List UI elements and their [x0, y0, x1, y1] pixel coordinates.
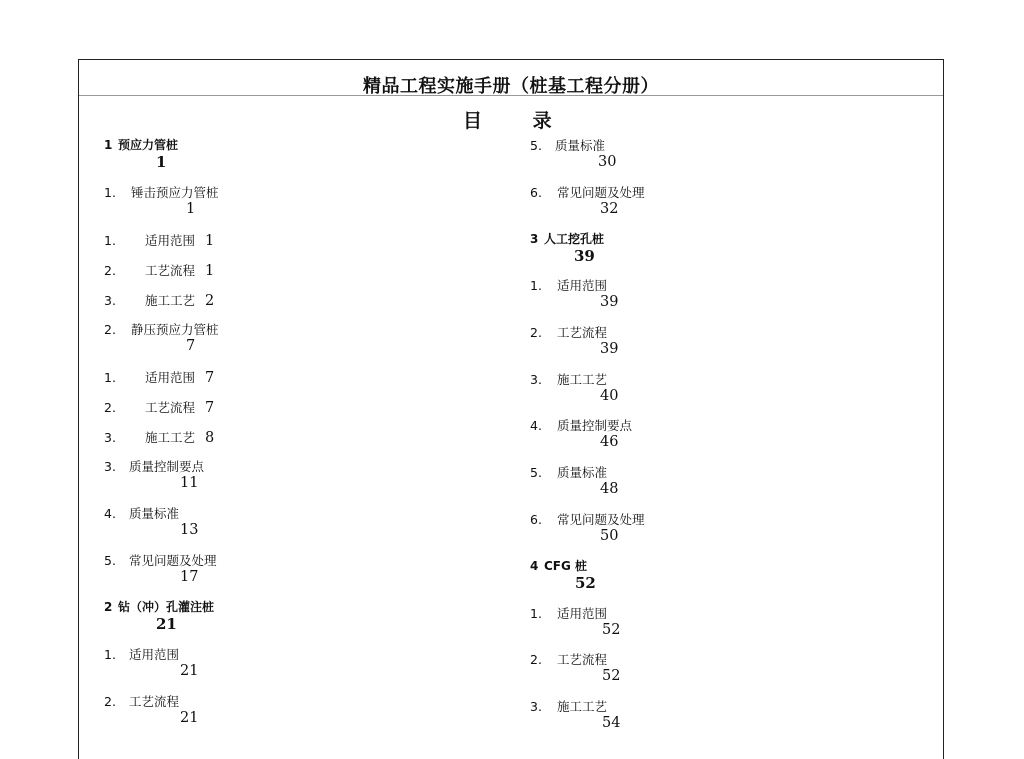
toc-entry[interactable] [104, 262, 214, 280]
toc-entry[interactable] [104, 369, 214, 387]
toc-entry-number: 2. [104, 694, 116, 709]
toc-entry-title: 施工工艺 [557, 372, 608, 387]
toc-entry-number: 1. [530, 606, 542, 621]
toc-entry-number: 1. [104, 233, 116, 248]
toc-entry-number: 6. [530, 512, 542, 527]
toc-page-number: 11 [180, 475, 199, 491]
toc-entry[interactable] [104, 429, 214, 447]
toc-page-number: 17 [180, 569, 199, 585]
toc-entry-title: 质量控制要点 [557, 418, 633, 433]
toc-chapter-heading[interactable] [530, 231, 605, 265]
toc-entry-number: 3. [104, 293, 116, 308]
toc-entry-number: 1 [104, 138, 113, 152]
toc-entry-number: 4 [530, 559, 539, 573]
toc-chapter-heading[interactable] [530, 558, 596, 592]
toc-entry-number: 3. [104, 430, 116, 445]
toc-page-number: 54 [602, 715, 621, 731]
toc-page-number: 7 [205, 400, 215, 416]
toc-entry-title: 质量标准 [129, 506, 180, 521]
toc-entry-number: 6. [530, 185, 542, 200]
toc-entry-number: 1. [530, 278, 542, 293]
toc-entry-number: 2. [104, 322, 116, 337]
toc-entry[interactable] [104, 292, 214, 310]
toc-entry-number: 1. [104, 370, 116, 385]
toc-entry-number: 3 [530, 232, 539, 246]
toc-entry-title: 施工工艺 [557, 699, 608, 714]
toc-entry-title: 常见问题及处理 [557, 512, 645, 527]
toc-entry-number: 2 [104, 600, 113, 614]
toc-entry-title: 锤击预应力管桩 [131, 185, 219, 200]
toc-entry[interactable] [104, 505, 199, 538]
toc-page-number: 30 [598, 154, 617, 170]
toc-entry-number: 2. [530, 325, 542, 340]
toc-page-number: 7 [186, 338, 196, 354]
toc-entry[interactable] [530, 324, 619, 357]
toc-page-number: 39 [600, 294, 619, 310]
toc-entry-title: 预应力管桩 [118, 138, 179, 152]
toc-entry-title: 人工挖孔桩 [544, 232, 605, 246]
toc-page-number: 2 [205, 293, 215, 309]
toc-entry[interactable] [530, 184, 645, 217]
toc-entry-title: 工艺流程 [129, 694, 180, 709]
toc-page-number: 8 [205, 430, 215, 446]
toc-entry[interactable] [530, 511, 645, 544]
toc-page-number: 32 [600, 201, 619, 217]
toc-chapter-heading[interactable] [104, 137, 179, 171]
toc-entry-title: 质量控制要点 [129, 459, 205, 474]
toc-entry[interactable] [104, 399, 214, 417]
toc-entry-title: 常见问题及处理 [557, 185, 645, 200]
toc-entry-number: 3. [104, 459, 116, 474]
toc-entry-number: 5. [104, 553, 116, 568]
toc-entry-number: 3. [530, 699, 542, 714]
toc-page-number: 7 [205, 370, 215, 386]
toc-entry-title: 钻（冲）孔灌注桩 [118, 600, 215, 614]
title-divider [79, 95, 943, 96]
toc-page-number: 21 [156, 615, 177, 633]
toc-entry[interactable] [530, 605, 621, 638]
toc-entry-number: 1. [104, 185, 116, 200]
toc-entry-title: 施工工艺 [145, 430, 196, 445]
toc-page-number: 21 [180, 710, 199, 726]
toc-entry[interactable] [104, 184, 219, 217]
toc-entry-title: 适用范围 [557, 606, 608, 621]
toc-entry-number: 2. [104, 400, 116, 415]
toc-entry[interactable] [530, 651, 621, 684]
toc-entry-title: 适用范围 [145, 370, 196, 385]
toc-page-number: 46 [600, 434, 619, 450]
toc-entry-number: 2. [104, 263, 116, 278]
toc-entry-title: 施工工艺 [145, 293, 196, 308]
toc-entry[interactable] [530, 464, 619, 497]
toc-entry[interactable] [530, 371, 619, 404]
toc-entry-title: 适用范围 [129, 647, 180, 662]
toc-entry-number: 1. [104, 647, 116, 662]
toc-entry[interactable] [104, 552, 217, 585]
toc-entry-title: 质量标准 [557, 465, 608, 480]
toc-page-number: 40 [600, 388, 619, 404]
toc-page-number: 21 [180, 663, 199, 679]
toc-entry-number: 4. [104, 506, 116, 521]
toc-page-number: 13 [180, 522, 199, 538]
toc-page-number: 39 [574, 247, 595, 265]
toc-entry-title: 质量标准 [555, 138, 606, 153]
toc-entry-title: 工艺流程 [557, 325, 608, 340]
toc-page-number: 1 [156, 153, 167, 171]
toc-entry-title: 工艺流程 [557, 652, 608, 667]
toc-page-number: 1 [205, 263, 215, 279]
toc-entry-title: 静压预应力管桩 [131, 322, 219, 337]
toc-page-number: 50 [600, 528, 619, 544]
document-frame [78, 59, 944, 759]
toc-entry-number: 5. [530, 465, 542, 480]
toc-entry-title: 常见问题及处理 [129, 553, 217, 568]
toc-entry-number: 3. [530, 372, 542, 387]
toc-page-number: 52 [602, 668, 621, 684]
document-title: 精品工程实施手册（桩基工程分册） [363, 76, 659, 97]
toc-entry-title: CFG 桩 [544, 559, 588, 573]
toc-page-number: 1 [205, 233, 215, 249]
toc-entry[interactable] [530, 277, 619, 310]
toc-page-number: 39 [600, 341, 619, 357]
toc-page-number: 1 [186, 201, 196, 217]
toc-entry-number: 2. [530, 652, 542, 667]
toc-entry[interactable] [530, 417, 633, 450]
toc-page-number: 48 [600, 481, 619, 497]
toc-entry[interactable] [104, 232, 214, 250]
toc-entry-title: 工艺流程 [145, 263, 196, 278]
toc-page-number: 52 [575, 574, 596, 592]
toc-entry-number: 4. [530, 418, 542, 433]
toc-entry[interactable] [104, 321, 219, 354]
toc-chapter-heading[interactable] [104, 599, 215, 633]
toc-entry-title: 工艺流程 [145, 400, 196, 415]
toc-entry[interactable] [530, 137, 617, 170]
toc-entry[interactable] [104, 693, 199, 726]
toc-entry-title: 适用范围 [557, 278, 608, 293]
toc-heading: 目 录 [463, 110, 552, 132]
toc-entry[interactable] [104, 458, 205, 491]
toc-page-number: 52 [602, 622, 621, 638]
toc-entry[interactable] [104, 646, 199, 679]
toc-entry[interactable] [530, 698, 621, 731]
toc-entry-title: 适用范围 [145, 233, 196, 248]
toc-entry-number: 5. [530, 138, 542, 153]
